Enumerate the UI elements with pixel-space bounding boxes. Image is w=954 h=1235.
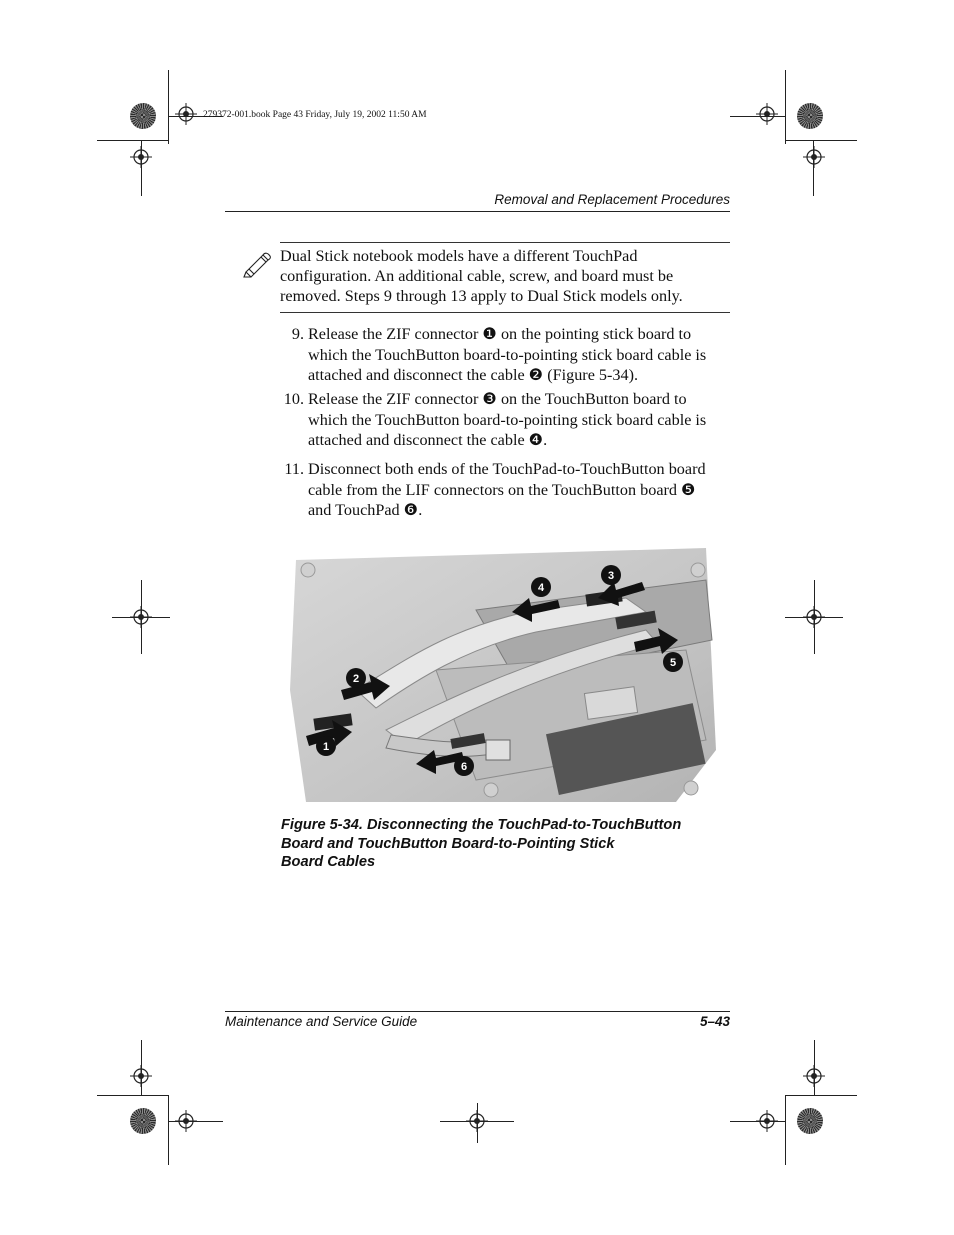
figure-caption: [281, 816, 731, 872]
registration-target-icon: [175, 1110, 197, 1132]
step-11: [280, 459, 735, 521]
figure-5-34-photo: [286, 540, 718, 808]
header-rule: [225, 211, 730, 212]
registration-target-icon: [803, 146, 825, 168]
callout-1: 1: [322, 741, 330, 753]
footer-rule: [225, 1011, 730, 1012]
registration-target-icon: [466, 1110, 488, 1132]
step-line: Release the ZIF connector ❸ on the TouchButton board to: [308, 390, 687, 408]
step-9: [280, 324, 735, 386]
step-line: attached and disconnect the cable ❹.: [308, 431, 548, 449]
calibration-star-icon: [130, 1108, 156, 1134]
step-number: 11.: [284, 460, 304, 478]
step-line: which the TouchButton board-to-pointing stick board cable is: [308, 345, 707, 364]
calibration-star-icon: [797, 1108, 823, 1134]
running-header: Removal and Replacement Procedures: [494, 192, 730, 207]
callout-4: 4: [537, 582, 545, 594]
step-number: 9.: [291, 325, 304, 343]
callout-5: 5: [669, 657, 677, 669]
registration-target-icon: [175, 103, 197, 125]
calibration-star-icon: [797, 103, 823, 129]
page-number: 5–43: [699, 1014, 730, 1029]
registration-target-icon: [756, 103, 778, 125]
step-line: and TouchPad ❻.: [308, 501, 423, 519]
registration-target-icon: [130, 146, 152, 168]
pencil-note-icon: [243, 250, 273, 278]
callout-2: 2: [352, 673, 360, 685]
calibration-star-icon: [130, 103, 156, 129]
registration-target-icon: [803, 1065, 825, 1087]
step-line: cable from the LIF connectors on the TouchButton board ❺: [308, 480, 696, 499]
step-line: Release the ZIF connector ❶ on the pointing stick board to: [308, 325, 692, 343]
registration-target-icon: [756, 1110, 778, 1132]
step-line: Disconnect both ends of the TouchPad-to-TouchButton board: [308, 460, 706, 478]
note-text: [280, 246, 730, 306]
caption-line: Board Cables: [281, 854, 376, 870]
note-top-rule: [280, 242, 730, 243]
step-10: [280, 389, 735, 451]
note-line: removed. Steps 9 through 13 apply to Dual Stick models only.: [280, 287, 683, 305]
caption-line: Figure 5-34. Disconnecting the TouchPad-to-TouchButton: [281, 817, 682, 833]
print-info: 279372-001.book Page 43 Friday, July 19, 2002 11:50 AM: [203, 110, 427, 120]
registration-target-icon: [803, 606, 825, 628]
registration-target-icon: [130, 606, 152, 628]
step-line: which the TouchButton board-to-pointing stick board cable is: [308, 410, 707, 429]
callout-6: 6: [460, 761, 468, 773]
step-number: 10.: [283, 390, 304, 408]
registration-target-icon: [130, 1065, 152, 1087]
note-line: configuration. An additional cable, screw, and board must be: [280, 267, 674, 285]
step-line: attached and disconnect the cable ❷ (Figure 5-34).: [308, 366, 639, 384]
caption-line: Board and TouchButton Board-to-Pointing Stick: [281, 835, 615, 852]
callout-3: 3: [607, 570, 615, 582]
footer-guide-title: Maintenance and Service Guide: [225, 1014, 418, 1029]
note-line: Dual Stick notebook models have a different TouchPad: [280, 247, 638, 265]
note-bottom-rule: [280, 312, 730, 313]
